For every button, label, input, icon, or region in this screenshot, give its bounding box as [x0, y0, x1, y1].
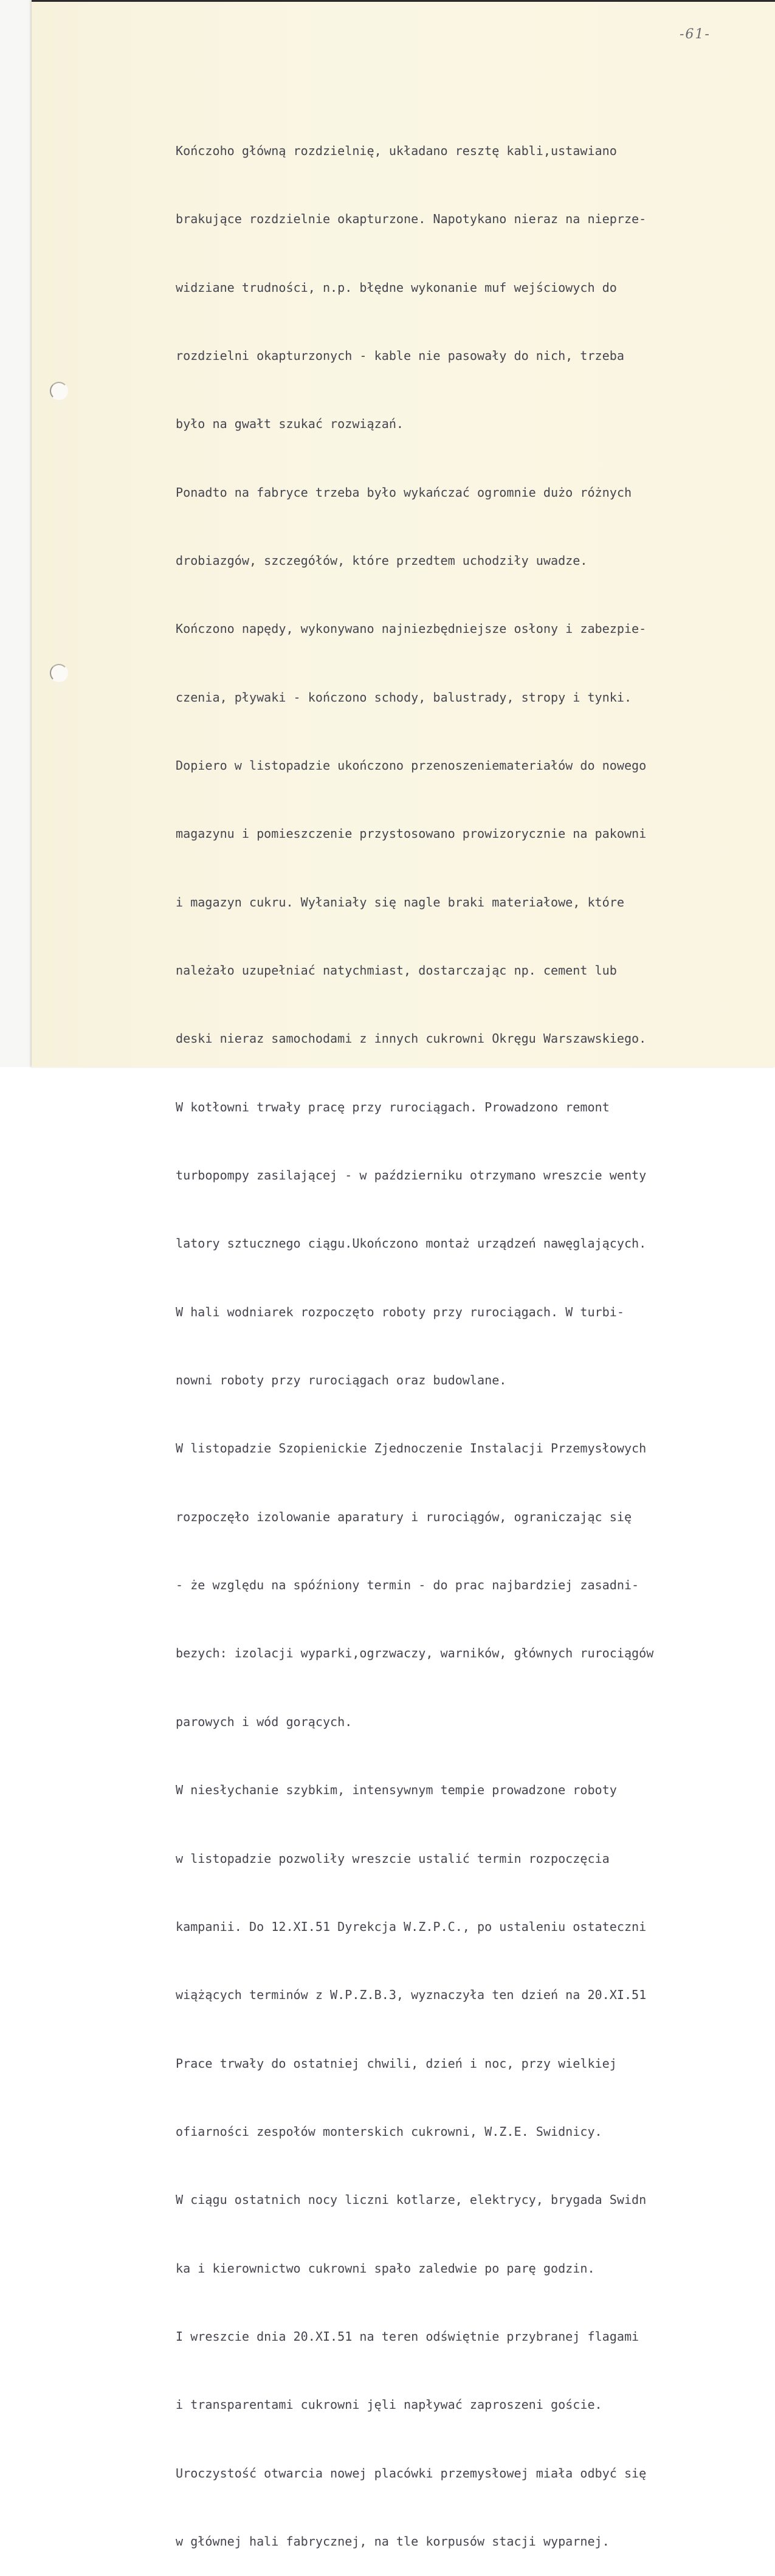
text-line: brakujące rozdzielnie okapturzone. Napotykano nieraz na nieprze- [176, 212, 647, 227]
text-line: deski nieraz samochodami z innych cukrowni Okręgu Warszawskiego. [176, 1031, 647, 1046]
text-line: było na gwałt szukać rozwiązań. [176, 416, 404, 432]
text-line: Ponadto na fabryce trzeba było wykańczać ogromnie dużo różnych [176, 485, 632, 500]
text-line: Prace trwały do ostatniej chwili, dzień i noc, przy wielkiej [176, 2056, 617, 2071]
text-line: drobiazgów, szczegółów, które przedtem uchodziły uwadze. [176, 553, 588, 568]
text-line: W listopadzie Szopienickie Zjednoczenie Instalacji Przemysłowych [176, 1441, 647, 1456]
text-line: ofiarności zespołów monterskich cukrowni, W.Z.E. Swidnicy. [176, 2124, 602, 2139]
page-top-edge [32, 0, 775, 2]
punch-hole-lower [50, 664, 68, 682]
text-line: nowni roboty przy rurociągach oraz budowlane. [176, 1373, 507, 1388]
text-line: bezych: izolacji wyparki,ogrzwaczy, warników, głównych rurociągów [176, 1646, 654, 1661]
text-line: rozdzielni okapturzonych - kable nie pasowały do nich, trzeba [176, 348, 624, 363]
text-line: wiążących terminów z W.P.Z.B.3, wyznaczyła ten dzień na 20.XI.51 [176, 1987, 647, 2003]
text-line: W hali wodniarek rozpoczęto roboty przy rurociągach. W turbi- [176, 1304, 624, 1319]
text-line: W niesłychanie szybkim, intensywnym tempie prowadzone roboty [176, 1783, 617, 1798]
text-line: - że względu na spóźniony termin - do prac najbardziej zasadni- [176, 1578, 639, 1593]
text-line: i magazyn cukru. Wyłaniały się nagle braki materiałowe, które [176, 894, 624, 910]
text-line: czenia, pływaki - kończono schody, balustrady, stropy i tynki. [176, 689, 632, 705]
punch-hole-upper [50, 382, 68, 400]
text-line: w głównej hali fabrycznej, na tle korpusów stacji wyparnej. [176, 2533, 610, 2549]
text-line: latory sztucznego ciągu.Ukończono montaż urządzeń nawęglających. [176, 1236, 647, 1251]
text-line: I wreszcie dnia 20.XI.51 na teren odświętnie przybranej flagami [176, 2329, 639, 2344]
text-line: Kończoho główną rozdzielnię, układano resztę kabli,ustawiano [176, 143, 617, 158]
text-line: i transparentami cukrowni jęli napływać zaproszeni goście. [176, 2397, 602, 2412]
page-number: -61- [680, 27, 711, 42]
text-line: turbopompy zasilającej - w październiku otrzymano wreszcie wenty [176, 1168, 647, 1183]
text-line: W ciągu ostatnich nocy liczni kotlarze, elektrycy, brygada Swidn [176, 2192, 647, 2208]
text-line: rozpoczęło izolowanie aparatury i rurociągów, ograniczając się [176, 1509, 632, 1524]
text-line: widziane trudności, n.p. błędne wykonanie muf wejściowych do [176, 280, 617, 295]
typed-body-text [176, 94, 775, 2576]
text-line: należało uzupełniać natychmiast, dostarczając np. cement lub [176, 963, 617, 978]
text-line: magazynu i pomieszczenie przystosowano prowizorycznie na pakowni [176, 826, 647, 841]
text-line: w listopadzie pozwoliły wreszcie ustalić termin rozpoczęcia [176, 1851, 610, 1866]
text-line: Uroczystość otwarcia nowej placówki przemysłowej miała odbyć się [176, 2465, 647, 2481]
text-line: Kończono napędy, wykonywano najniezbędniejsze osłony i zabezpie- [176, 621, 647, 637]
text-line: parowych i wód gorących. [176, 1714, 353, 1729]
text-line: W kotłowni trwały pracę przy rurociągach. Prowadzono remont [176, 1099, 610, 1114]
text-line: ka i kierownictwo cukrowni spało zaledwie po parę godzin. [176, 2260, 595, 2276]
text-line: kampanii. Do 12.XI.51 Dyrekcja W.Z.P.C., po ustaleniu ostateczni [176, 1919, 647, 1934]
text-line: Dopiero w listopadzie ukończono przenoszeniemateriałów do nowego [176, 758, 647, 773]
